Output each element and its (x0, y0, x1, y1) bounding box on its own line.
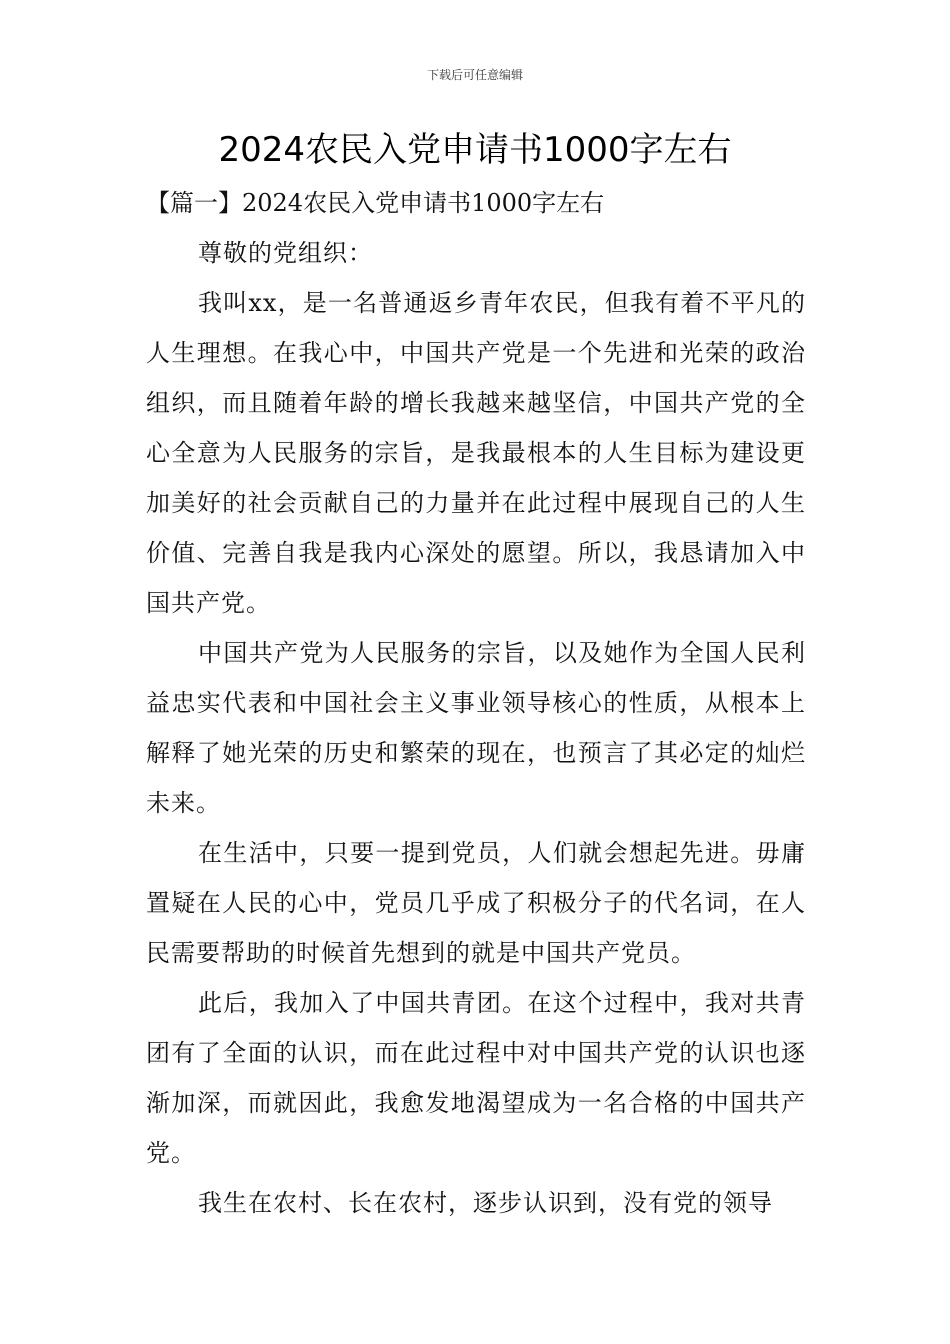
header-note: 下载后可任意编辑 (426, 68, 523, 82)
document-title: 2024农民入党申请书1000字左右 (218, 130, 732, 170)
section-label: 【篇一】2024农民入党申请书1000字左右 (146, 189, 605, 217)
salutation: 尊敬的党组织： (198, 239, 373, 267)
paragraph-4: 此后，我加入了中国共青团。在这个过程中，我对共青团有了全面的认识，而在此过程中对中国共产党的认识也逐渐加深，而就因此，我愈发地渴望成为一名合格的中国共产党。 (146, 989, 806, 1167)
paragraph-5: 我生在农村、长在农村，逐步认识到，没有党的领导 (198, 1189, 773, 1217)
paragraph-3: 在生活中，只要一提到党员，人们就会想起先进。毋庸置疑在人民的心中，党员几乎成了积极分子的代名词，在人民需要帮助的时候首先想到的就是中国共产党员。 (146, 839, 806, 967)
paragraph-2: 中国共产党为人民服务的宗旨，以及她作为全国人民利益忠实代表和中国社会主义事业领导核心的性质，从根本上解释了她光荣的历史和繁荣的现在，也预言了其必定的灿烂未来。 (146, 639, 806, 817)
paragraph-1: 我叫xx，是一名普通返乡青年农民，但我有着不平凡的人生理想。在我心中，中国共产党是一个先进和光荣的政治组织，而且随着年龄的增长我越来越坚信，中国共产党的全心全意为人民服务的宗旨，是我最根本的人生目标为建设更加美好的社会贡献自己的力量并在此过程中展现自己的人生价值、完善自我是我内心深处的愿望。所以，我恳请加入中国共产党。 (146, 289, 806, 617)
document-body (146, 178, 806, 1228)
